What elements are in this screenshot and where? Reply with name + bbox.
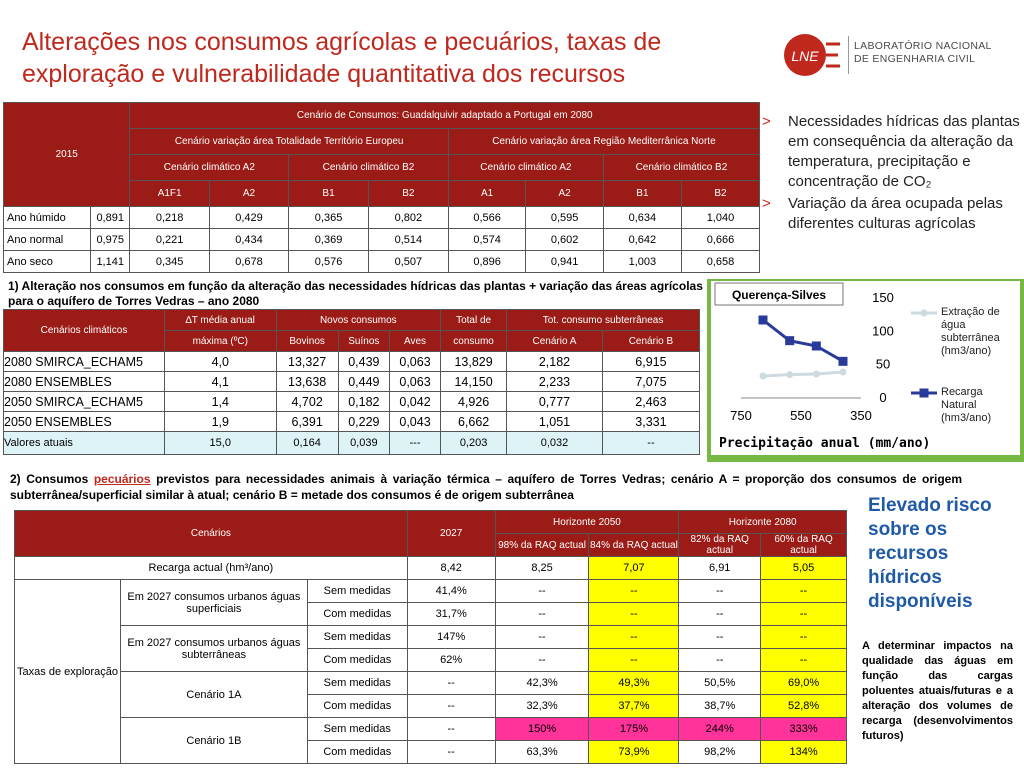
table-cell: 0,439 (338, 352, 389, 372)
measures-label: Com medidas (307, 649, 407, 672)
recharge-chart (711, 281, 1020, 455)
table-cell: 32,3% (495, 695, 589, 718)
table-cell: -- (589, 603, 679, 626)
lnec-logo (782, 30, 1014, 80)
table-cell: 7,07 (589, 557, 679, 580)
table-cell: 6,91 (679, 557, 761, 580)
table-cell: 0,043 (389, 412, 440, 432)
base-value: 1,141 (90, 251, 130, 273)
column-header: B1 (603, 181, 681, 207)
table-cell: -- (589, 649, 679, 672)
table-cell: 0,229 (338, 412, 389, 432)
table-cell: 0,602 (526, 229, 604, 251)
column-header: A1F1 (130, 181, 209, 207)
table-cell: 4,1 (165, 372, 277, 392)
table-cell: 0,666 (681, 229, 759, 251)
horizon-2050-header: Horizonte 2050 (495, 511, 679, 534)
year-header: 2015 (4, 103, 130, 207)
caption-2: 2) Consumos pecuários previstos para necessidades animais à variação térmica – aquífero de Torres Vedras; cenário A = proporção dos consumos de origem subterrânea/superficial similar à atual; cenário B = metade dos consumos é de origem subterrânea (10, 472, 962, 502)
table-cell: 134% (761, 741, 847, 764)
table-cell: 0,574 (448, 229, 526, 251)
svg-text:LNE: LNE (791, 48, 819, 64)
x-tick-label: 750 (730, 408, 752, 423)
table-row (4, 432, 700, 455)
table-cell: 0,063 (389, 352, 440, 372)
total-header-2: consumo (441, 331, 507, 352)
table-cell: 4,0 (165, 352, 277, 372)
measures-label: Sem medidas (307, 672, 407, 695)
bovinos-header: Bovinos (276, 331, 338, 352)
row-label: Ano húmido (4, 207, 91, 229)
table-cell: 15,0 (165, 432, 277, 455)
base-value: 0,975 (90, 229, 130, 251)
bullet-arrow-icon: > (762, 195, 771, 212)
table-cell: 0,039 (338, 432, 389, 455)
table-row (15, 718, 847, 741)
table-row (15, 672, 847, 695)
table-cell: 0,182 (338, 392, 389, 412)
table-cell: 0,514 (368, 229, 448, 251)
y-tick-label: 50 (875, 356, 891, 372)
bullet-item: > Necessidades hídricas das plantas em consequência da alteração da temperatura, precipitação e concentração de CO₂ (762, 113, 1020, 190)
table-cell: -- (679, 580, 761, 603)
taxas-label: Taxas de exploração (15, 580, 121, 764)
table-row (4, 352, 700, 372)
table-cell: 63,3% (495, 741, 589, 764)
table-cell: 1,9 (165, 412, 277, 432)
table-cell: -- (407, 718, 495, 741)
data-point (839, 357, 848, 366)
base-value: 0,891 (90, 207, 130, 229)
table-cell: 0,896 (448, 251, 526, 273)
table-cell: 0,365 (289, 207, 369, 229)
aves-header: Aves (389, 331, 440, 352)
table-cell: 0,221 (130, 229, 209, 251)
risk-statement: Elevado risco sobre os recursos hídricos disponíveis (868, 495, 992, 612)
table-cell: 52,8% (761, 695, 847, 718)
future-work-note: A determinar impactos na qualidade das águas em função das cargas poluentes atuais/futuras e a alteração dos volumes de recarga (desenvolvimentos futuros) (862, 640, 1013, 742)
table-cell: -- (761, 603, 847, 626)
scenario-group-label: Em 2027 consumos urbanos águas subterrâneas (121, 626, 308, 672)
table-cell: -- (761, 649, 847, 672)
table-cell: 6,391 (276, 412, 338, 432)
table-cell: -- (589, 580, 679, 603)
table-cell: 5,05 (761, 557, 847, 580)
scenario-group-label: Cenário 1B (121, 718, 308, 764)
table-cell: 0,941 (526, 251, 604, 273)
column-header: B2 (368, 181, 448, 207)
table-cell: 2,233 (507, 372, 603, 392)
scenario-group-label: Em 2027 consumos urbanos águas superficiais (121, 580, 308, 626)
table-cell: 0,429 (209, 207, 288, 229)
table-cell: 0,449 (338, 372, 389, 392)
table-cell: 4,926 (441, 392, 507, 412)
table-cell: 6,662 (441, 412, 507, 432)
year-2027-header: 2027 (407, 511, 495, 557)
logo-separator (848, 36, 849, 74)
table-cell: -- (679, 603, 761, 626)
data-point (786, 371, 793, 378)
table-cell: -- (407, 741, 495, 764)
column-header: B1 (289, 181, 369, 207)
data-point (759, 316, 768, 325)
row-label: Ano normal (4, 229, 91, 251)
table-cell: 0,164 (276, 432, 338, 455)
table-row (4, 392, 700, 412)
table-cell: 98,2% (679, 741, 761, 764)
table-cell: -- (602, 432, 699, 455)
chart-title: Querença-Silves (731, 288, 827, 302)
table-cell: 8,25 (495, 557, 589, 580)
legend-marker (920, 389, 929, 398)
measures-label: Com medidas (307, 695, 407, 718)
table-cell: -- (495, 603, 589, 626)
table-cell: 0,777 (507, 392, 603, 412)
legend-label: Recarga Natural (hm3/ano) (941, 386, 992, 424)
row-label: Valores atuais (4, 432, 165, 455)
table-cell: 38,7% (679, 695, 761, 718)
cenario-b-header: Cenário B (602, 331, 699, 352)
table-cell: 1,003 (603, 251, 681, 273)
series-line (763, 320, 843, 361)
measures-label: Sem medidas (307, 580, 407, 603)
table-cell: 0,658 (681, 251, 759, 273)
page-title: Alterações nos consumos agrícolas e pecuários, taxas de exploração e vulnerabilidade quantitativa dos recursos (22, 28, 662, 88)
table-cell: 4,702 (276, 392, 338, 412)
table-cell: 13,327 (276, 352, 338, 372)
column-header: A2 (526, 181, 604, 207)
group2-header: Cenário variação área Região Mediterrânica Norte (448, 129, 759, 155)
data-point (840, 369, 847, 376)
total-header: Total de (441, 310, 507, 331)
measures-label: Com medidas (307, 741, 407, 764)
legend-label: Extração de água subterrânea (hm3/ano) (941, 306, 1000, 357)
table-cell: 2,463 (602, 392, 699, 412)
table-cell: 0,576 (289, 251, 369, 273)
table-cell: 3,331 (602, 412, 699, 432)
x-tick-label: 350 (850, 408, 872, 423)
raq-header: 84% da RAQ actual (589, 534, 679, 557)
table-cell: 49,3% (589, 672, 679, 695)
scenario-group-label: Cenário 1A (121, 672, 308, 718)
table-cell: 2,182 (507, 352, 603, 372)
raq-header: 98% da RAQ actual (495, 534, 589, 557)
table-cell: 0,218 (130, 207, 209, 229)
table-cell: 0,063 (389, 372, 440, 392)
table-row (4, 207, 760, 229)
table-cell: 0,345 (130, 251, 209, 273)
table-cell: -- (495, 580, 589, 603)
table-cell: 6,915 (602, 352, 699, 372)
x-axis-label: Precipitação anual (mm/ano) (719, 436, 931, 451)
caption-1: 1) Alteração nos consumos em função da alteração das necessidades hídricas das plantas + variação das áreas agrícolas para o aquífero de Torres Vedras – ano 2080 (8, 279, 703, 308)
table-row (15, 626, 847, 649)
table-cell: 0,042 (389, 392, 440, 412)
cenarios-header: Cenários (15, 511, 408, 557)
data-point (785, 336, 794, 345)
table-cell: 1,4 (165, 392, 277, 412)
novos-header: Novos consumos (276, 310, 441, 331)
consumption-scenarios-table (3, 102, 760, 273)
row-label: 2050 ENSEMBLES (4, 412, 165, 432)
measures-label: Com medidas (307, 603, 407, 626)
column-header: A2 (209, 181, 288, 207)
measures-label: Sem medidas (307, 626, 407, 649)
data-point (813, 371, 820, 378)
measures-label: Sem medidas (307, 718, 407, 741)
table-cell: 7,075 (602, 372, 699, 392)
bullet-item: > Variação da área ocupada pelas diferentes culturas agrícolas (762, 195, 1003, 232)
bullet-arrow-icon: > (762, 113, 771, 130)
raq-header: 82% da RAQ actual (679, 534, 761, 557)
table-cell: -- (495, 649, 589, 672)
column-header: A1 (448, 181, 526, 207)
table-cell: 0,678 (209, 251, 288, 273)
table-cell: 0,032 (507, 432, 603, 455)
table-cell: 1,040 (681, 207, 759, 229)
table-cell: -- (761, 580, 847, 603)
suinos-header: Suínos (338, 331, 389, 352)
table-cell: 69,0% (761, 672, 847, 695)
table-row (15, 580, 847, 603)
table-cell: 0,507 (368, 251, 448, 273)
scenario-title: Cenário de Consumos: Guadalquivir adaptado a Portugal em 2080 (130, 103, 760, 129)
table-row (4, 229, 760, 251)
y-tick-label: 100 (872, 323, 894, 339)
climate-header: Cenário climático A2 (448, 155, 603, 181)
column-header: B2 (681, 181, 759, 207)
table-cell: 41,4% (407, 580, 495, 603)
data-point (812, 342, 821, 351)
table-cell: 0,434 (209, 229, 288, 251)
table-cell: 13,829 (441, 352, 507, 372)
row-label: 2080 ENSEMBLES (4, 372, 165, 392)
table-cell: 14,150 (441, 372, 507, 392)
recarga-label: Recarga actual (hm³/ano) (15, 557, 408, 580)
table-cell: 0,203 (441, 432, 507, 455)
table-cell: 8,42 (407, 557, 495, 580)
table-row (4, 251, 760, 273)
chart-panel (711, 281, 1020, 455)
x-tick-label: 550 (790, 408, 812, 423)
legend-marker (921, 310, 928, 317)
table-cell: 175% (589, 718, 679, 741)
table-cell: 1,051 (507, 412, 603, 432)
row-label: 2050 SMIRCA_ECHAM5 (4, 392, 165, 412)
climate-header: Cenário climático B2 (289, 155, 449, 181)
exploitation-rates-table (14, 510, 847, 764)
row-label: Ano seco (4, 251, 91, 273)
table-row (4, 372, 700, 392)
new-consumption-table (3, 309, 700, 455)
tot-sub-header: Tot. consumo subterrâneas (507, 310, 700, 331)
horizon-2080-header: Horizonte 2080 (679, 511, 847, 534)
table-cell: 0,566 (448, 207, 526, 229)
table-cell: 62% (407, 649, 495, 672)
table-cell: 13,638 (276, 372, 338, 392)
table-row (4, 412, 700, 432)
table-cell: 0,642 (603, 229, 681, 251)
climate-header: Cenário climático B2 (603, 155, 759, 181)
table-cell: 244% (679, 718, 761, 741)
dt-header-2: máxima (ºC) (165, 331, 277, 352)
logo-name: LABORATÓRIO NACIONAL DE ENGENHARIA CIVIL (854, 40, 992, 65)
lnec-logo-mark (782, 32, 844, 78)
table-cell: 333% (761, 718, 847, 741)
scenario-header: Cenários climáticos (4, 310, 165, 352)
table-cell: --- (389, 432, 440, 455)
table-cell: 0,802 (368, 207, 448, 229)
dt-header: ∆T média anual (165, 310, 277, 331)
table-cell: 147% (407, 626, 495, 649)
table-cell: 0,595 (526, 207, 604, 229)
table-cell: 150% (495, 718, 589, 741)
table-cell: -- (679, 626, 761, 649)
row-label: 2080 SMIRCA_ECHAM5 (4, 352, 165, 372)
table-cell: 50,5% (679, 672, 761, 695)
raq-header: 60% da RAQ actual (761, 534, 847, 557)
series-line (763, 372, 843, 376)
y-tick-label: 0 (879, 390, 887, 405)
group1-header: Cenário variação área Totalidade Território Europeu (130, 129, 448, 155)
y-tick-label: 150 (872, 290, 894, 305)
climate-header: Cenário climático A2 (130, 155, 289, 181)
chart-frame (707, 279, 1024, 462)
table-cell: 31,7% (407, 603, 495, 626)
table-cell: -- (407, 672, 495, 695)
table-cell: -- (761, 626, 847, 649)
table-row (15, 557, 847, 580)
table-cell: -- (589, 626, 679, 649)
table-cell: 42,3% (495, 672, 589, 695)
table-cell: 37,7% (589, 695, 679, 718)
table-cell: 0,369 (289, 229, 369, 251)
table-cell: -- (407, 695, 495, 718)
cenario-a-header: Cenário A (507, 331, 603, 352)
bullet-list (762, 112, 1022, 236)
table-cell: 0,634 (603, 207, 681, 229)
data-point (760, 373, 767, 380)
caption-2-highlight: pecuários (93, 472, 151, 486)
table-cell: 73,9% (589, 741, 679, 764)
table-cell: -- (495, 626, 589, 649)
table-cell: -- (679, 649, 761, 672)
